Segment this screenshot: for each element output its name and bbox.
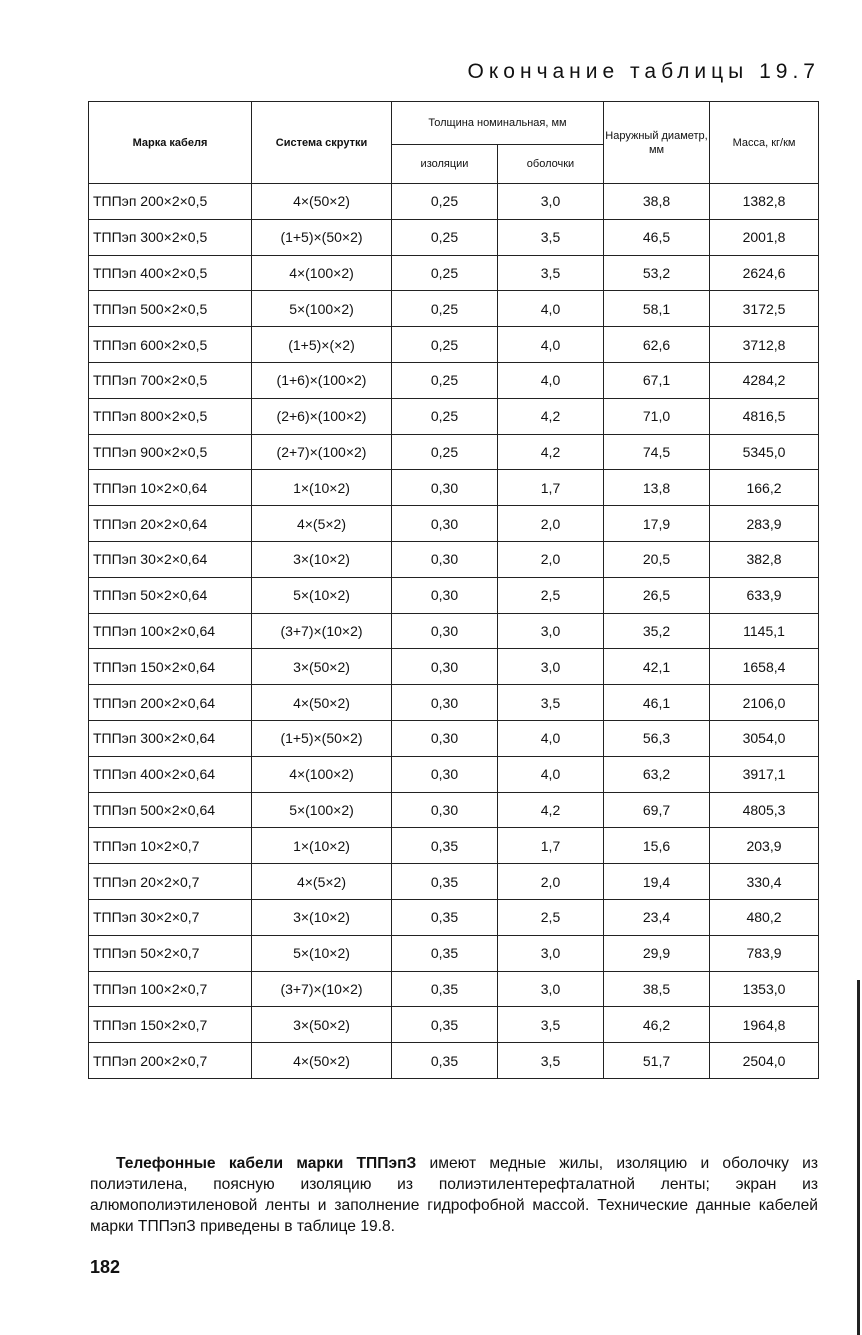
cable-mark-cell: ТППэп 20×2×0,64: [89, 506, 252, 542]
insulation-cell: 0,25: [392, 219, 498, 255]
cable-mark-cell: ТППэп 150×2×0,64: [89, 649, 252, 685]
diameter-cell: 38,5: [604, 971, 710, 1007]
twist-system-cell: 5×(100×2): [252, 792, 392, 828]
sheath-cell: 4,2: [498, 398, 604, 434]
twist-system-cell: 3×(10×2): [252, 899, 392, 935]
insulation-cell: 0,30: [392, 470, 498, 506]
sheath-cell: 3,5: [498, 219, 604, 255]
twist-system-cell: 5×(100×2): [252, 291, 392, 327]
table-row: [89, 398, 819, 434]
mass-cell: 203,9: [710, 828, 819, 864]
twist-system-cell: (3+7)×(10×2): [252, 613, 392, 649]
diameter-cell: 63,2: [604, 756, 710, 792]
table-row: [89, 792, 819, 828]
table-row: [89, 327, 819, 363]
mass-cell: 1964,8: [710, 1007, 819, 1043]
cable-mark-cell: ТППэп 100×2×0,64: [89, 613, 252, 649]
insulation-cell: 0,35: [392, 828, 498, 864]
diameter-cell: 19,4: [604, 864, 710, 900]
table-continuation-header: Окончание таблицы 19.7: [467, 60, 820, 83]
sheath-cell: 3,5: [498, 1043, 604, 1079]
diameter-cell: 26,5: [604, 577, 710, 613]
twist-system-cell: 4×(5×2): [252, 506, 392, 542]
sheath-cell: 1,7: [498, 828, 604, 864]
sheath-cell: 4,0: [498, 756, 604, 792]
sheath-cell: 4,0: [498, 327, 604, 363]
cable-mark-cell: ТППэп 500×2×0,64: [89, 792, 252, 828]
sheath-cell: 2,5: [498, 577, 604, 613]
twist-system-cell: (1+6)×(100×2): [252, 362, 392, 398]
mass-cell: 480,2: [710, 899, 819, 935]
twist-system-cell: (1+5)×(50×2): [252, 720, 392, 756]
insulation-cell: 0,30: [392, 506, 498, 542]
sheath-cell: 3,0: [498, 613, 604, 649]
diameter-cell: 17,9: [604, 506, 710, 542]
table-row: [89, 720, 819, 756]
diameter-cell: 46,2: [604, 1007, 710, 1043]
diameter-cell: 58,1: [604, 291, 710, 327]
diameter-cell: 53,2: [604, 255, 710, 291]
diameter-cell: 38,8: [604, 184, 710, 220]
diameter-cell: 29,9: [604, 935, 710, 971]
table-row: [89, 184, 819, 220]
mass-cell: 4805,3: [710, 792, 819, 828]
insulation-cell: 0,30: [392, 792, 498, 828]
diameter-cell: 15,6: [604, 828, 710, 864]
insulation-cell: 0,25: [392, 255, 498, 291]
twist-system-cell: 5×(10×2): [252, 935, 392, 971]
diameter-cell: 20,5: [604, 541, 710, 577]
cable-mark-cell: ТППэп 50×2×0,64: [89, 577, 252, 613]
cable-mark-cell: ТППэп 100×2×0,7: [89, 971, 252, 1007]
cable-mark-cell: ТППэп 500×2×0,5: [89, 291, 252, 327]
twist-system-cell: (2+7)×(100×2): [252, 434, 392, 470]
mass-cell: 2001,8: [710, 219, 819, 255]
sheath-cell: 4,2: [498, 434, 604, 470]
diameter-cell: 74,5: [604, 434, 710, 470]
insulation-cell: 0,30: [392, 649, 498, 685]
table-row: [89, 864, 819, 900]
cable-mark-cell: ТППэп 200×2×0,5: [89, 184, 252, 220]
diameter-cell: 71,0: [604, 398, 710, 434]
table-row: [89, 434, 819, 470]
mass-cell: 283,9: [710, 506, 819, 542]
cable-mark-cell: ТППэп 150×2×0,7: [89, 1007, 252, 1043]
table-row: [89, 1043, 819, 1079]
cable-mark-cell: ТППэп 30×2×0,7: [89, 899, 252, 935]
cable-mark-cell: ТППэп 800×2×0,5: [89, 398, 252, 434]
twist-system-cell: 3×(10×2): [252, 541, 392, 577]
twist-system-cell: 4×(5×2): [252, 864, 392, 900]
cable-mark-cell: ТППэп 300×2×0,5: [89, 219, 252, 255]
mass-cell: 1382,8: [710, 184, 819, 220]
twist-system-cell: 4×(50×2): [252, 685, 392, 721]
table-row: [89, 255, 819, 291]
mass-cell: 382,8: [710, 541, 819, 577]
insulation-cell: 0,35: [392, 1007, 498, 1043]
insulation-cell: 0,25: [392, 398, 498, 434]
mass-cell: 4816,5: [710, 398, 819, 434]
mass-cell: 166,2: [710, 470, 819, 506]
mass-cell: 330,4: [710, 864, 819, 900]
twist-system-cell: (1+5)×(50×2): [252, 219, 392, 255]
insulation-cell: 0,30: [392, 541, 498, 577]
insulation-cell: 0,25: [392, 362, 498, 398]
mass-cell: 4284,2: [710, 362, 819, 398]
twist-system-cell: 4×(50×2): [252, 1043, 392, 1079]
twist-system-cell: 4×(100×2): [252, 756, 392, 792]
cable-mark-cell: ТППэп 200×2×0,7: [89, 1043, 252, 1079]
mass-cell: 3712,8: [710, 327, 819, 363]
mass-cell: 2504,0: [710, 1043, 819, 1079]
twist-system-cell: (3+7)×(10×2): [252, 971, 392, 1007]
twist-system-cell: 1×(10×2): [252, 470, 392, 506]
table-row: [89, 1007, 819, 1043]
insulation-cell: 0,35: [392, 935, 498, 971]
insulation-cell: 0,25: [392, 184, 498, 220]
table-row: [89, 971, 819, 1007]
twist-system-cell: 4×(50×2): [252, 184, 392, 220]
header-cable-mark: Марка кабеля: [89, 102, 252, 184]
diameter-cell: 51,7: [604, 1043, 710, 1079]
diameter-cell: 62,6: [604, 327, 710, 363]
sheath-cell: 3,0: [498, 935, 604, 971]
sheath-cell: 3,0: [498, 184, 604, 220]
diameter-cell: 23,4: [604, 899, 710, 935]
mass-cell: 2624,6: [710, 255, 819, 291]
cable-mark-cell: ТППэп 30×2×0,64: [89, 541, 252, 577]
insulation-cell: 0,25: [392, 291, 498, 327]
table-row: [89, 649, 819, 685]
mass-cell: 2106,0: [710, 685, 819, 721]
insulation-cell: 0,30: [392, 720, 498, 756]
header-nominal-thickness: Толщина номинальная, мм: [392, 102, 604, 145]
twist-system-cell: 5×(10×2): [252, 577, 392, 613]
header-outer-diameter: Наружный диаметр, мм: [604, 102, 710, 184]
cable-mark-cell: ТППэп 600×2×0,5: [89, 327, 252, 363]
table-row: [89, 935, 819, 971]
cable-mark-cell: ТППэп 10×2×0,64: [89, 470, 252, 506]
mass-cell: 783,9: [710, 935, 819, 971]
diameter-cell: 42,1: [604, 649, 710, 685]
sheath-cell: 4,2: [498, 792, 604, 828]
insulation-cell: 0,30: [392, 577, 498, 613]
twist-system-cell: 1×(10×2): [252, 828, 392, 864]
cable-mark-cell: ТППэп 400×2×0,64: [89, 756, 252, 792]
mass-cell: 633,9: [710, 577, 819, 613]
insulation-cell: 0,35: [392, 1043, 498, 1079]
cable-mark-cell: ТППэп 200×2×0,64: [89, 685, 252, 721]
cable-spec-table: [88, 101, 819, 1079]
table-row: [89, 219, 819, 255]
mass-cell: 3917,1: [710, 756, 819, 792]
insulation-cell: 0,35: [392, 971, 498, 1007]
mass-cell: 1145,1: [710, 613, 819, 649]
twist-system-cell: (2+6)×(100×2): [252, 398, 392, 434]
mass-cell: 5345,0: [710, 434, 819, 470]
sheath-cell: 3,0: [498, 649, 604, 685]
sheath-cell: 2,0: [498, 864, 604, 900]
page-edge-shadow: [857, 980, 860, 1335]
description-paragraph: [90, 1153, 818, 1237]
sheath-cell: 1,7: [498, 470, 604, 506]
header-mass: Масса, кг/км: [710, 102, 819, 184]
table-row: [89, 577, 819, 613]
diameter-cell: 35,2: [604, 613, 710, 649]
cable-mark-cell: ТППэп 10×2×0,7: [89, 828, 252, 864]
diameter-cell: 46,1: [604, 685, 710, 721]
table-row: [89, 899, 819, 935]
twist-system-cell: 3×(50×2): [252, 649, 392, 685]
sheath-cell: 2,0: [498, 541, 604, 577]
sheath-cell: 3,5: [498, 1007, 604, 1043]
cable-mark-cell: ТППэп 700×2×0,5: [89, 362, 252, 398]
table-body: [89, 184, 819, 1079]
diameter-cell: 67,1: [604, 362, 710, 398]
header-twist-system: Система скрутки: [252, 102, 392, 184]
table-row: [89, 685, 819, 721]
sheath-cell: 2,0: [498, 506, 604, 542]
header-insulation: изоляции: [392, 145, 498, 184]
twist-system-cell: 4×(100×2): [252, 255, 392, 291]
sheath-cell: 3,5: [498, 255, 604, 291]
mass-cell: 3172,5: [710, 291, 819, 327]
table-row: [89, 828, 819, 864]
table-row: [89, 470, 819, 506]
insulation-cell: 0,30: [392, 756, 498, 792]
paragraph-text: имеют медные жилы, изоляцию и оболочку из полиэтилена, поясную изоляцию из полиэтилентерефталатной ленты; экран из алюмополиэтиленовой ленты и заполнение гидрофобной массой. Технические данные кабелей марки ТППэпЗ приведены в таблице 19.8.: [90, 1154, 818, 1235]
cable-mark-cell: ТППэп 50×2×0,7: [89, 935, 252, 971]
insulation-cell: 0,30: [392, 613, 498, 649]
header-sheath: оболочки: [498, 145, 604, 184]
diameter-cell: 56,3: [604, 720, 710, 756]
table-row: [89, 756, 819, 792]
insulation-cell: 0,25: [392, 434, 498, 470]
sheath-cell: 4,0: [498, 291, 604, 327]
table-row: [89, 541, 819, 577]
sheath-cell: 4,0: [498, 720, 604, 756]
cable-mark-cell: ТППэп 20×2×0,7: [89, 864, 252, 900]
cable-mark-cell: ТППэп 900×2×0,5: [89, 434, 252, 470]
diameter-cell: 46,5: [604, 219, 710, 255]
mass-cell: 1658,4: [710, 649, 819, 685]
sheath-cell: 2,5: [498, 899, 604, 935]
insulation-cell: 0,35: [392, 899, 498, 935]
insulation-cell: 0,35: [392, 864, 498, 900]
mass-cell: 3054,0: [710, 720, 819, 756]
page-number: 182: [90, 1257, 121, 1277]
table-header: [89, 102, 819, 184]
diameter-cell: 13,8: [604, 470, 710, 506]
cable-mark-cell: ТППэп 400×2×0,5: [89, 255, 252, 291]
insulation-cell: 0,30: [392, 685, 498, 721]
diameter-cell: 69,7: [604, 792, 710, 828]
table-row: [89, 506, 819, 542]
insulation-cell: 0,25: [392, 327, 498, 363]
sheath-cell: 4,0: [498, 362, 604, 398]
sheath-cell: 3,0: [498, 971, 604, 1007]
twist-system-cell: (1+5)×(×2): [252, 327, 392, 363]
table-row: [89, 613, 819, 649]
mass-cell: 1353,0: [710, 971, 819, 1007]
cable-mark-cell: ТППэп 300×2×0,64: [89, 720, 252, 756]
sheath-cell: 3,5: [498, 685, 604, 721]
table-row: [89, 362, 819, 398]
paragraph-bold-lead: Телефонные кабели марки ТППэпЗ: [116, 1154, 417, 1172]
table-row: [89, 291, 819, 327]
twist-system-cell: 3×(50×2): [252, 1007, 392, 1043]
